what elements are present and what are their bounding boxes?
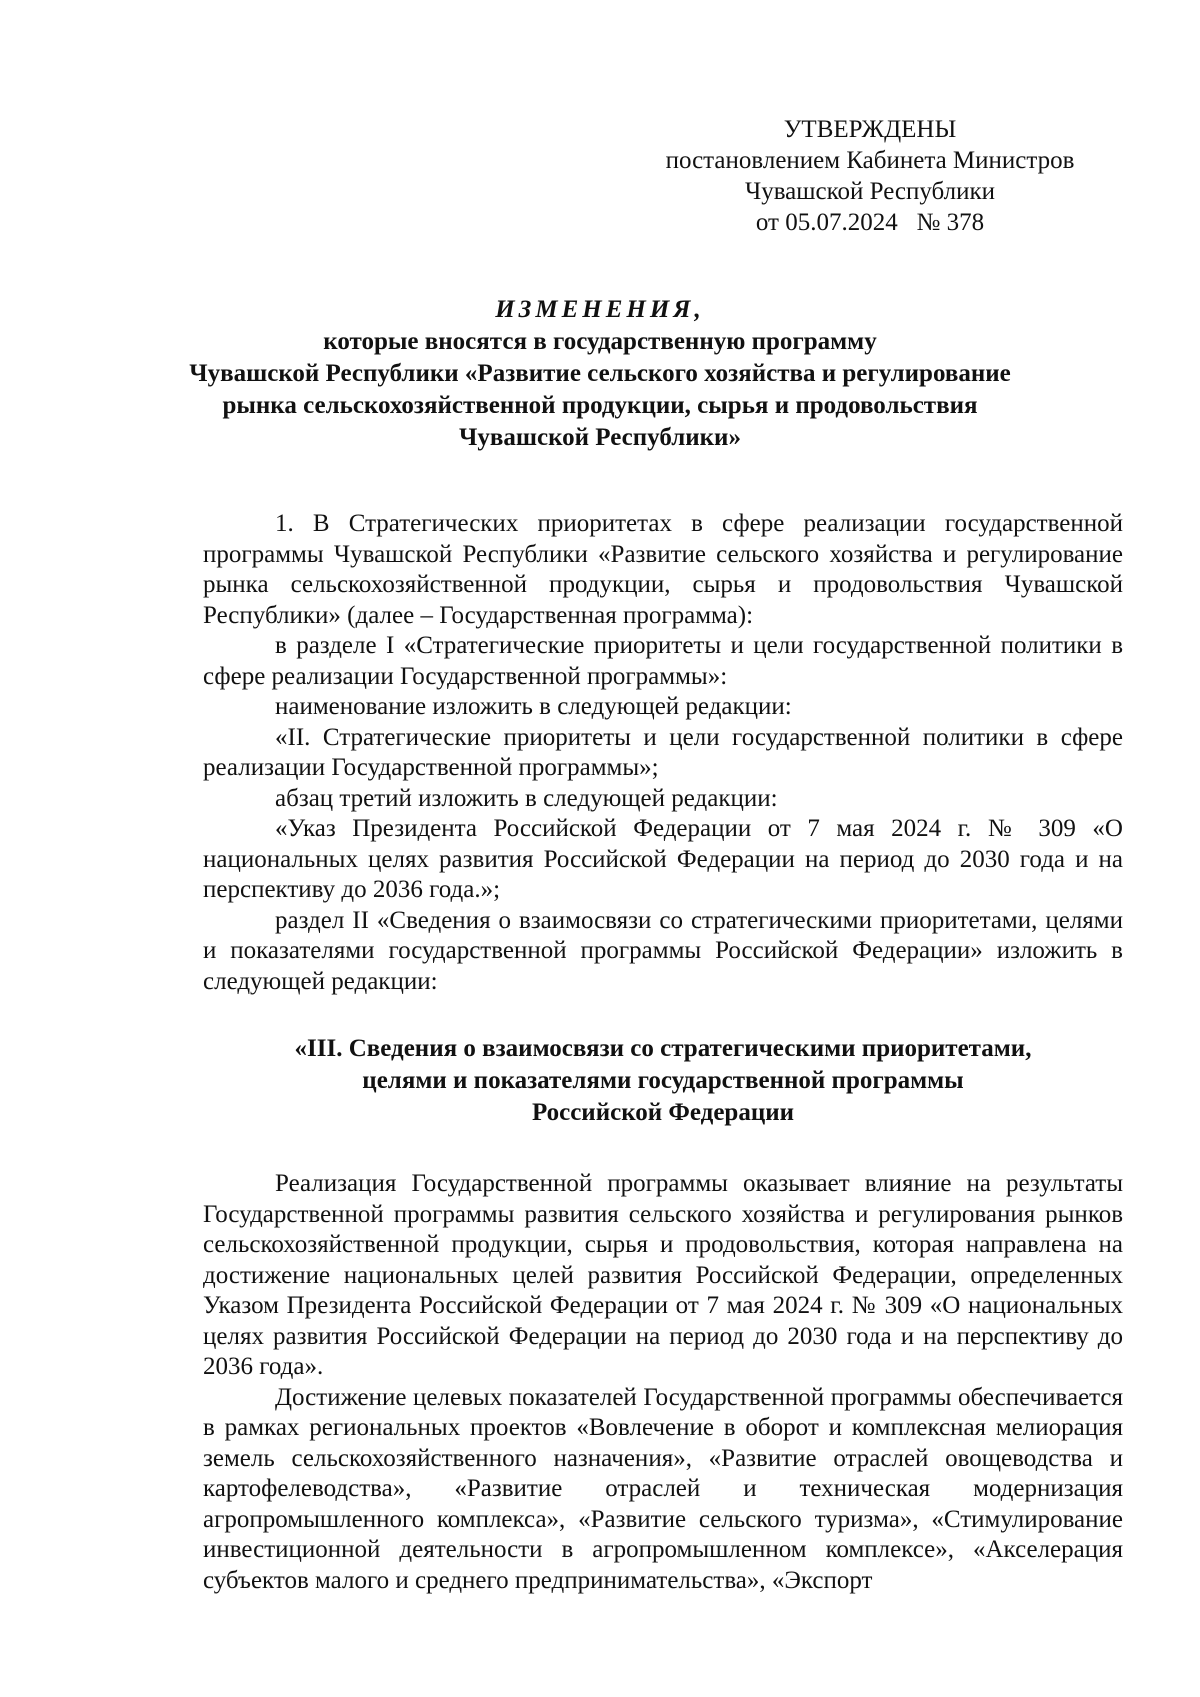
section-title: [203, 1033, 1123, 1129]
approval-line: УТВЕРЖДЕНЫ: [783, 116, 957, 143]
paragraph: в разделе I «Стратегические приоритеты и цели государственной политики в сфере реализации Государственной программы»:: [203, 632, 1123, 690]
paragraph: «II. Стратегические приоритеты и цели государственной политики в сфере реализации Государственной программы»;: [203, 723, 1123, 781]
approval-stamp: [640, 114, 1100, 238]
section-title-line: «III. Сведения о взаимосвязи со стратегическими приоритетами,: [294, 1035, 1032, 1062]
paragraph: Достижение целевых показателей Государственной программы обеспечивается в рамках региональных проектов «Вовлечение в оборот и комплексная мелиорация земель сельскохозяйственного назначения», «Развитие отраслей овощеводства и картофелеводства», «Развитие отраслей и техническая модернизация агропромышленного комплекса», «Развитие сельского туризма», «Стимулирование инвестиционной деятельности в агропромышленном комплексе», «Акселерация субъектов малого и среднего предпринимательства», «Экспорт: [203, 1383, 1123, 1594]
title-line: Чувашской Республики «Развитие сельского хозяйства и регулирование: [189, 360, 1011, 387]
approval-line: Чувашской Республики: [744, 178, 996, 205]
section-title-line: целями и показателями государственной программы: [362, 1067, 964, 1094]
title-line: рынка сельскохозяйственной продукции, сырья и продовольствия: [222, 392, 978, 419]
title-line: Чувашской Республики»: [459, 424, 741, 451]
document-body: [203, 509, 1123, 1596]
paragraph: наименование изложить в следующей редакции:: [275, 693, 792, 720]
paragraph: абзац третий изложить в следующей редакции:: [275, 784, 778, 812]
paragraph: Реализация Государственной программы оказывает влияние на результаты Государственной программы развития сельского хозяйства и регулирования рынков сельскохозяйственной продукции, сырья и продовольствия, которая направлена на достижение национальных целей развития Российской Федерации, определенных Указом Президента Российской Федерации от 7 мая 2024 г. № 309 «О национальных целях развития Российской Федерации на период до 2030 года и на перспективу до 2036 года».: [203, 1170, 1123, 1380]
document-title: [160, 294, 1040, 454]
paragraph: раздел II «Сведения о взаимосвязи со стратегическими приоритетами, целями и показателями государственной программы Российской Федерации» изложить в следующей редакции:: [203, 906, 1123, 995]
paragraph: 1. В Стратегических приоритетах в сфере реализации государственной программы Чувашской Республики «Развитие сельского хозяйства и регулирование рынка сельскохозяйственной продукции, сырья и продовольствия Чувашской Республики» (далее – Государственная программа):: [203, 510, 1123, 629]
section-title-line: Российской Федерации: [531, 1099, 795, 1126]
title-line: которые вносятся в государственную программу: [323, 328, 877, 355]
approval-line: постановлением Кабинета Министров: [665, 147, 1075, 174]
approval-line: от 05.07.2024 № 378: [755, 209, 985, 236]
paragraph: «Указ Президента Российской Федерации от 7 мая 2024 г. № 309 «О национальных целях развития Российской Федерации на период до 2030 года и на перспективу до 2036 года.»;: [203, 815, 1123, 903]
title-heading: ИЗМЕНЕНИЯ,: [495, 296, 705, 323]
